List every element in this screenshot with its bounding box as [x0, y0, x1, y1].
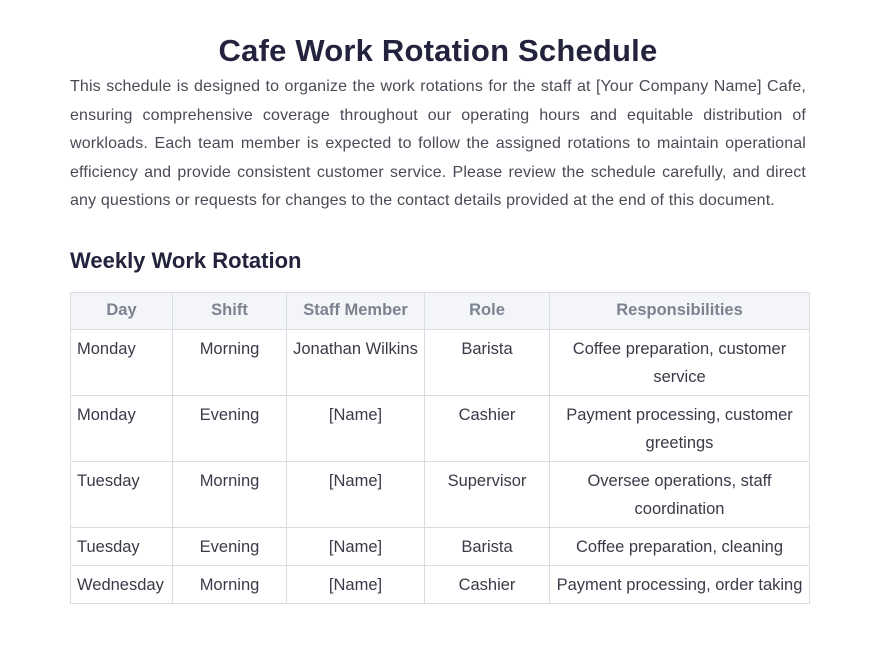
cell-staff-member: [Name] — [287, 461, 425, 527]
cell-shift: Evening — [173, 395, 287, 461]
rotation-table-container — [70, 292, 809, 604]
cell-responsibilities: Payment processing, customer greetings — [550, 395, 810, 461]
cell-role: Cashier — [425, 565, 550, 603]
document-page — [70, 0, 806, 604]
cell-role: Barista — [425, 527, 550, 565]
cell-responsibilities: Payment processing, order taking — [550, 565, 810, 603]
intro-paragraph: This schedule is designed to organize the work rotations for the staff at [Your Company Name] Cafe, ensuring comprehensive coverage throughout our operating hours and equitable distribution of workloads. Each team member is expected to follow the assigned rotations to maintain operational efficiency and provide consistent customer service. Please review the schedule carefully, and direct any questions or requests for changes to the contact details provided at the end of this document. — [70, 78, 806, 209]
cell-responsibilities: Oversee operations, staff coordination — [550, 461, 810, 527]
cell-role: Supervisor — [425, 461, 550, 527]
column-header-staff-member: Staff Member — [287, 292, 425, 329]
cell-responsibilities: Coffee preparation, cleaning — [550, 527, 810, 565]
table-row — [71, 329, 810, 395]
cell-shift: Morning — [173, 565, 287, 603]
column-header-shift: Shift — [173, 292, 287, 329]
cell-staff-member: Jonathan Wilkins — [287, 329, 425, 395]
table-row — [71, 527, 810, 565]
cell-day: Wednesday — [71, 565, 173, 603]
document-title: Cafe Work Rotation Schedule — [218, 33, 658, 68]
table-row — [71, 461, 810, 527]
rotation-table — [70, 292, 810, 604]
cell-staff-member: [Name] — [287, 527, 425, 565]
cell-day: Tuesday — [71, 461, 173, 527]
table-row — [71, 565, 810, 603]
column-header-day: Day — [71, 292, 173, 329]
cell-staff-member: [Name] — [287, 565, 425, 603]
cell-role: Cashier — [425, 395, 550, 461]
column-header-responsibilities: Responsibilities — [550, 292, 810, 329]
cell-role: Barista — [425, 329, 550, 395]
cell-responsibilities: Coffee preparation, customer service — [550, 329, 810, 395]
cell-day: Monday — [71, 395, 173, 461]
table-header-row — [71, 292, 810, 329]
column-header-role: Role — [425, 292, 550, 329]
cell-shift: Morning — [173, 461, 287, 527]
cell-staff-member: [Name] — [287, 395, 425, 461]
table-row — [71, 395, 810, 461]
cell-day: Monday — [71, 329, 173, 395]
cell-day: Tuesday — [71, 527, 173, 565]
cell-shift: Evening — [173, 527, 287, 565]
cell-shift: Morning — [173, 329, 287, 395]
section-heading-weekly-rotation: Weekly Work Rotation — [70, 247, 302, 273]
